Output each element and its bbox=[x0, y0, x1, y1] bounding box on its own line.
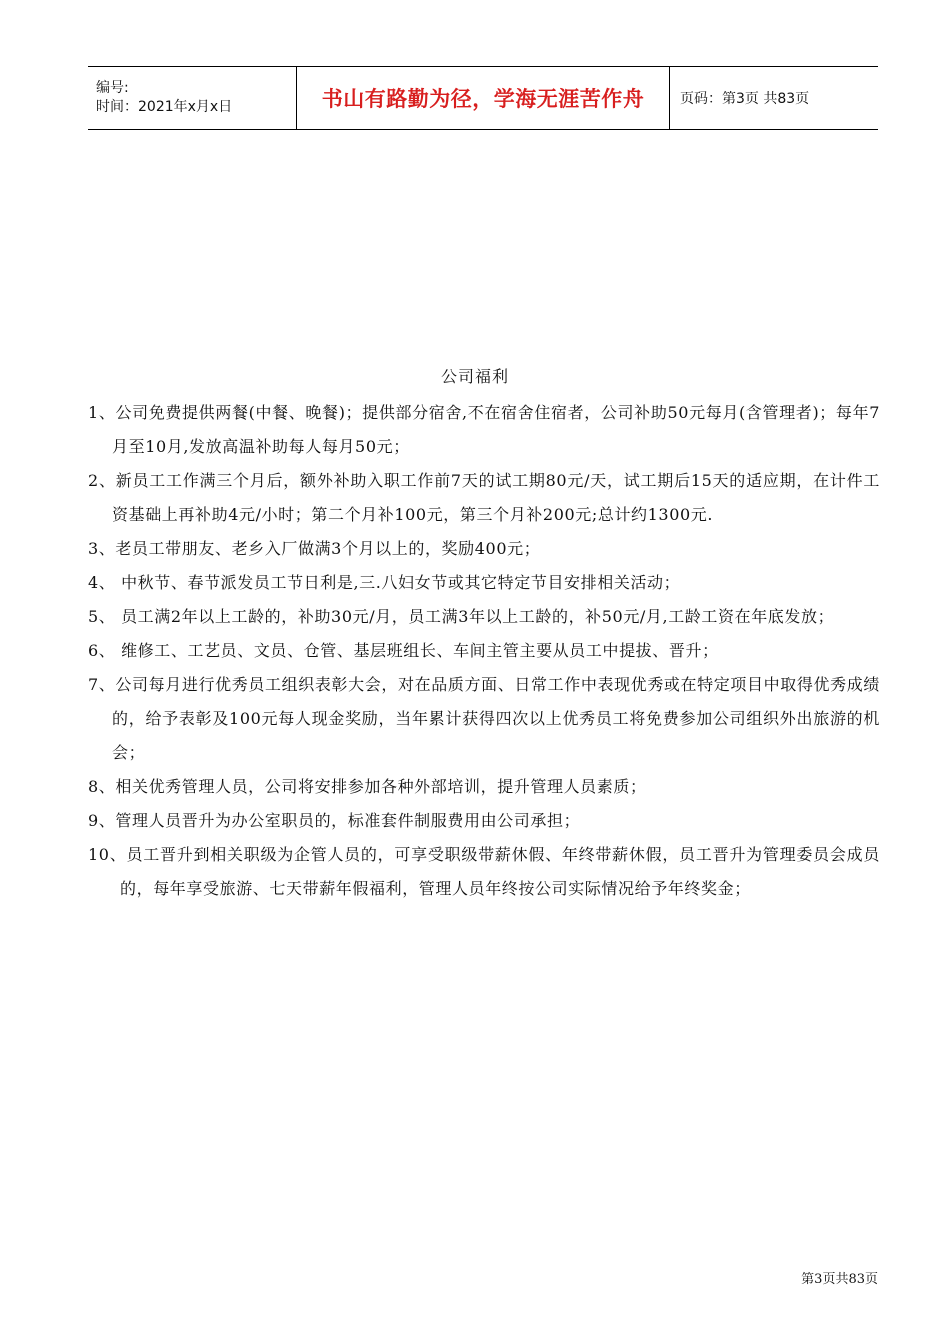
serial-label: 编号: bbox=[96, 80, 129, 96]
footer-page-info: 第3页共83页 bbox=[801, 1272, 878, 1287]
benefits-list bbox=[88, 396, 880, 906]
header-motto: 书山有路勤为径，学海无涯苦作舟 bbox=[297, 67, 670, 129]
list-item: 1、公司免费提供两餐(中餐、晚餐)；提供部分宿舍,不在宿舍住宿者，公司补助50元每月(含管理者)；每年7月至10月,发放高温补助每人每月50元； bbox=[88, 403, 880, 456]
list-item: 6、 维修工、工艺员、文员、仓管、基层班组长、车间主管主要从员工中提拔、晋升； bbox=[88, 641, 719, 660]
header-page-info: 页码：第3页 共83页 bbox=[680, 91, 810, 107]
page-header bbox=[88, 66, 878, 130]
list-item: 4、 中秋节、春节派发员工节日利是,三.八妇女节或其它特定节目安排相关活动； bbox=[88, 573, 681, 592]
list-item: 5、 员工满2年以上工龄的，补助30元/月，员工满3年以上工龄的，补50元/月,工龄工资在年底发放； bbox=[88, 607, 835, 626]
list-item: 3、老员工带朋友、老乡入厂做满3个月以上的，奖励400元； bbox=[88, 539, 541, 558]
time-label: 时间：2021年x月x日 bbox=[96, 99, 233, 115]
list-item: 10、员工晋升到相关职级为企管人员的，可享受职级带薪休假、年终带薪休假，员工晋升为管理委员会成员的，每年享受旅游、七天带薪年假福利，管理人员年终按公司实际情况给予年终奖金； bbox=[88, 845, 880, 898]
document-title: 公司福利 bbox=[440, 367, 509, 386]
list-item: 7、公司每月进行优秀员工组织表彰大会，对在品质方面、日常工作中表现优秀或在特定项目中取得优秀成绩的，给予表彰及100元每人现金奖励，当年累计获得四次以上优秀员工将免费参加公司组织外出旅游的机会； bbox=[88, 675, 880, 762]
header-meta bbox=[88, 67, 297, 129]
list-item: 8、相关优秀管理人员，公司将安排参加各种外部培训，提升管理人员素质； bbox=[88, 777, 647, 796]
list-item: 2、新员工工作满三个月后，额外补助入职工作前7天的试工期80元/天，试工期后15天的适应期，在计件工资基础上再补助4元/小时；第二个月补100元，第三个月补200元;总计约1300元. bbox=[88, 471, 880, 524]
list-item: 9、管理人员晋升为办公室职员的，标准套件制服费用由公司承担； bbox=[88, 811, 581, 830]
